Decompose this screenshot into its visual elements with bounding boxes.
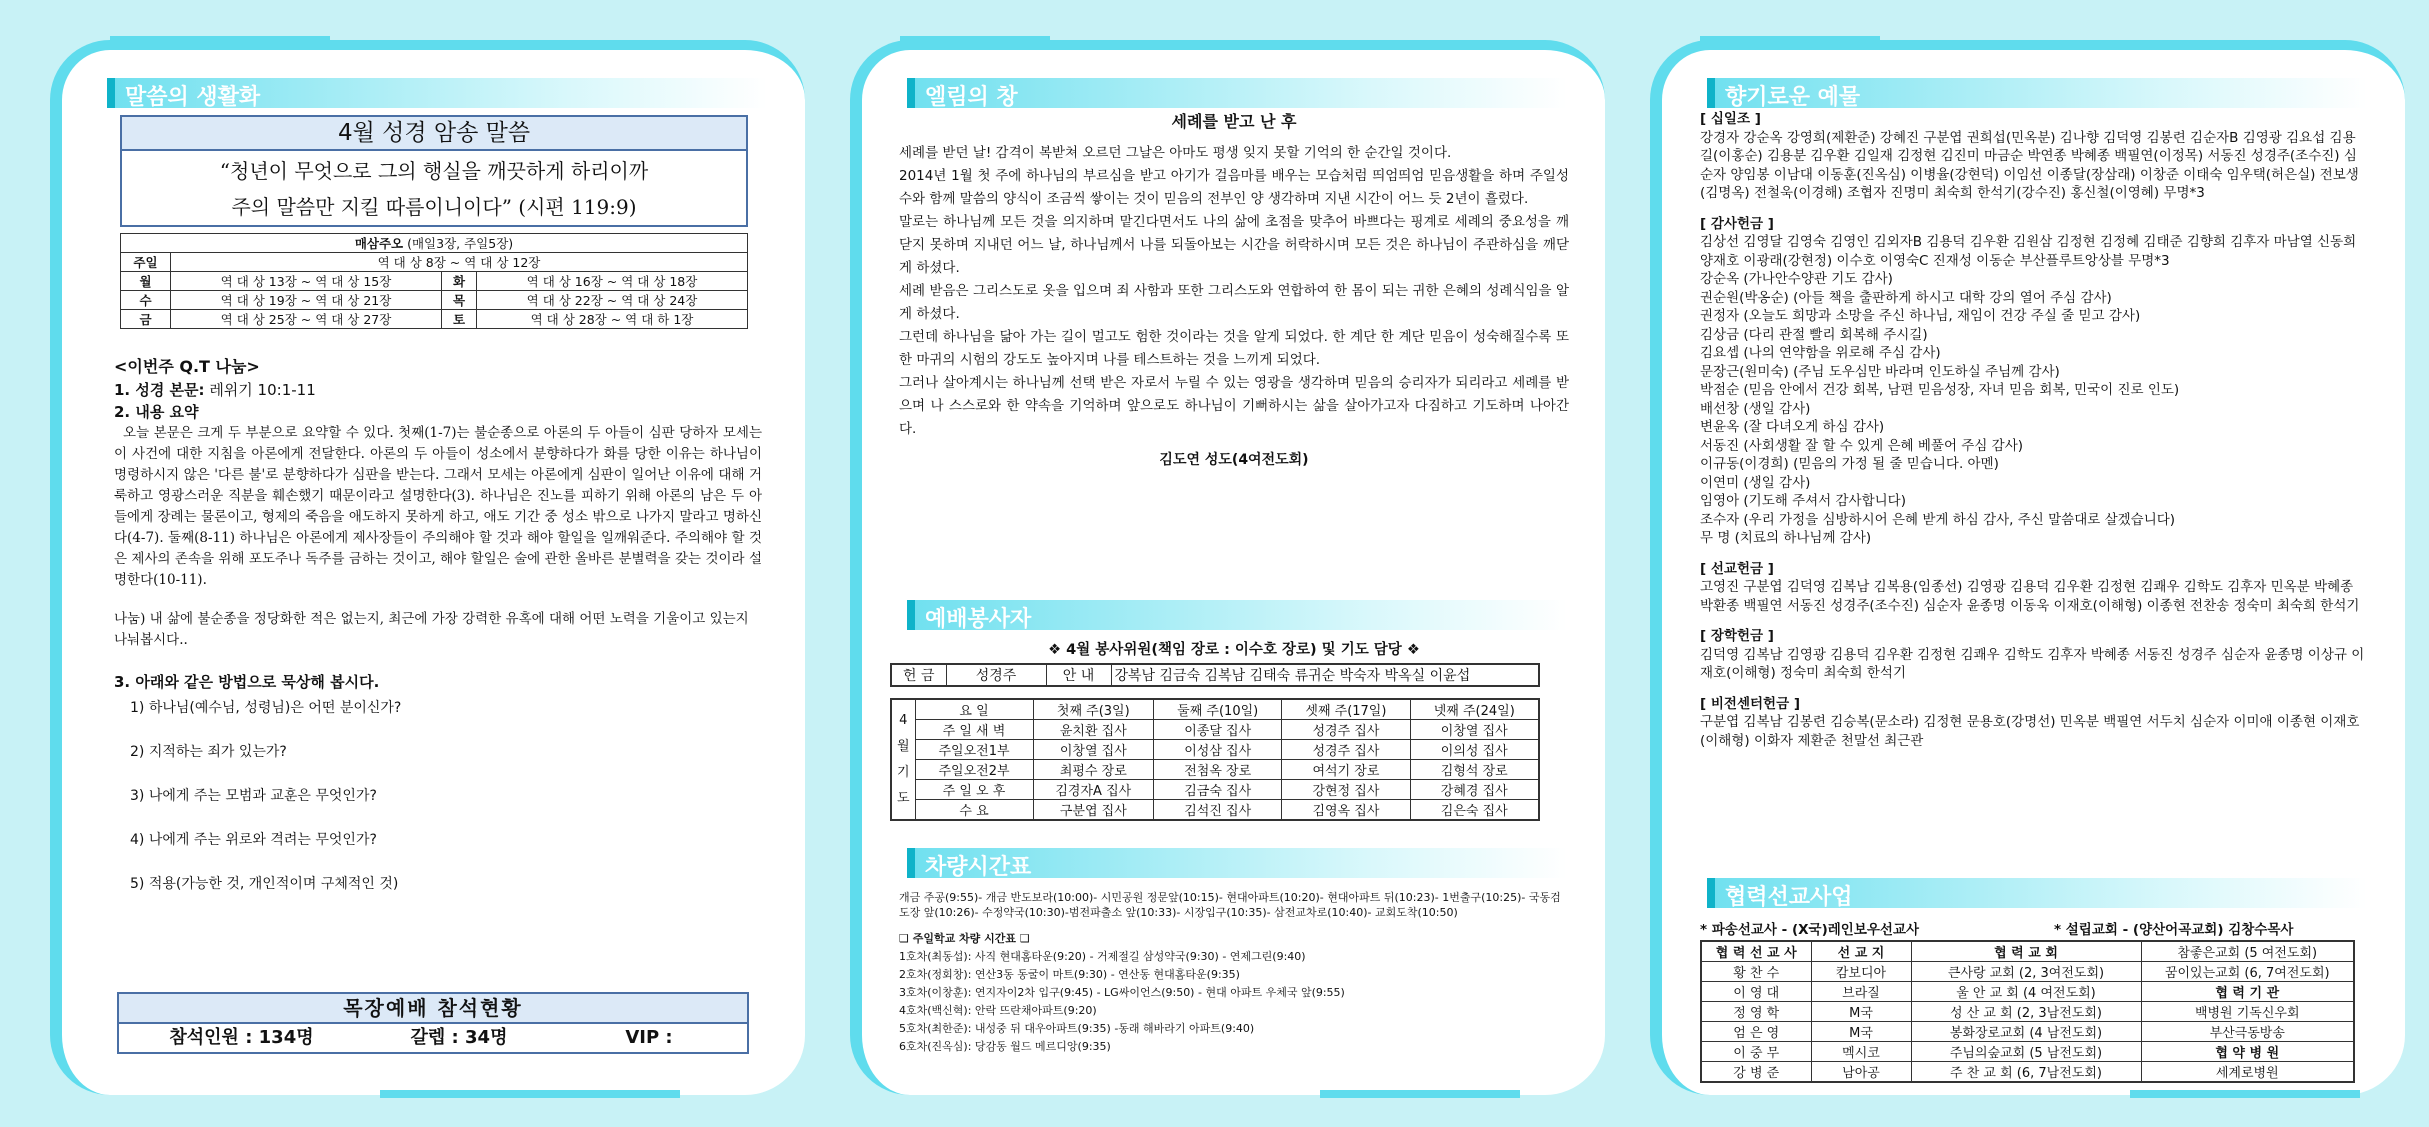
thanks-item: 배선창 (생일 감사) (1700, 400, 1811, 417)
mission-header: 협 력 교 회 (1911, 941, 2141, 962)
table-row: 이 중 무 멕시코 주님의숲교회 (5 남전도회) 협 약 병 원 (1701, 1042, 2354, 1062)
qt-summary: 오늘 본문은 크게 두 부분으로 요약할 수 있다. 첫째(1-7)는 불순종으로 아론의 두 아들이 심판 당하자 모세는 이 사건에 대한 지침을 아론에게 전달한다. 아론의 두 아들이 성소에서 분향하다가 화를 당한 이유는 하나님이 명령하시지 않은 '다른 불'로 분향하다가 심판을 받는다. 그래서 모세는 아론에게 심판이 일어난 이유에 대해 거룩하고 영광스러운 직분을 훼손했기 때문이라고 설명한다(3). 하나님은 진노를 피하기 위해 아론의 남은 두 아들에게 장례는 물론이고, 형제의 죽음을 애도하지 못하게 하고, 애도 기간 중 성소 밖으로 나가지 말라고 명하신다(4-7). 둘째(8-11) 하나님은 아론에게 제사장들이 주의해야 할 것과 해야 할일을 일깨워준다. 주의해야 할 것은 제사의 존속을 위해 포도주나 독주를 금하는 것이고, 해야 할일은 술에 관한 올바른 분별력을 갖는 것이라 설명한다(10-11). (114, 425, 767, 588)
offering-names: 고영진 구분엽 김덕영 김복남 김복용(임종선) 김영광 김용덕 김우환 김정현 김쾌우 김학도 김후자 민옥분 박혜종 박환종 백필연 서동진 성경주(조수진) 심순자 윤종명 이동욱 이재호(이해형) 이종현 전찬송 정숙미 최숙희 한석기 (1700, 579, 2360, 614)
reading-range: 역 대 상 25장 ~ 역 대 상 27장 (171, 310, 442, 329)
essay-paragraph: 세례 받음은 그리스도로 옷을 입으며 죄 사함과 또한 그리스도와 연합하여 한 몸이 되는 귀한 은혜의 성례식임을 알게 하셨다. (899, 283, 1569, 322)
bus-schedule (899, 890, 1564, 1056)
table-row: 수 요 구분엽 집사 김석진 집사 김영옥 집사 김은숙 집사 (891, 800, 1539, 821)
memory-verse-line1: “청년이 무엇으로 그의 행실을 깨끗하게 하리이까 (219, 159, 649, 183)
table-row: 주일오전1부 이창열 집사 이성삼 집사 성경주 집사 이의성 집사 (891, 740, 1539, 760)
thanks-item: 박점순 (믿음 안에서 건강 회복, 남편 믿음성장, 자녀 믿음 회복, 민국이 진로 인도) (1700, 382, 2180, 398)
offerings-list (1700, 110, 2368, 750)
offering-names: 강경자 강순옥 강영희(제환준) 강혜진 구분엽 권희섭(민옥분) 김나향 김덕영 김봉련 김순자B 김영광 김요섭 김용길(이홍순) 김용분 김우환 김일재 김정현 김진미 마금순 박연종 박혜종 백필연(이정목) 서동진 성경주(조수진) 심순자 양임봉 이남대 이동훈(진옥심) 이병율(강현덕) 이임선 이종달(장삼래) 이창준 이태숙 임우택(허은실) 전보생(김명옥) 전철욱(이경해) 조협자 진명미 최숙희 한석기(강수진) 홍신철(이영혜) 무명*3 (1700, 129, 2359, 201)
thanks-item: 김상금 (다리 관절 빨리 회복해 주시길) (1700, 326, 1928, 343)
day-label: 금 (121, 310, 171, 329)
qt-section (114, 355, 767, 895)
partner-item: 세계로병원 (2141, 1062, 2354, 1083)
essay-title: 세례를 받고 난 후 (1171, 112, 1297, 131)
day-label: 화 (442, 272, 477, 291)
month-label: 4 (899, 712, 908, 728)
table-row: 엄 은 영 M국 봉화장로교회 (4 남전도회) 부산극동방송 (1701, 1022, 2354, 1042)
table-row: 황 찬 수 캄보디아 큰사랑 교회 (2, 3여전도회) 꿈이있는교회 (6, 7여전도회) (1701, 962, 2354, 982)
offering-name: 성경주 (946, 664, 1046, 686)
day-label: 월 (121, 272, 171, 291)
attendance-title: 목장예배 참석현황 (119, 994, 747, 1024)
thanks-item: 변윤옥 (잘 다녀오게 하심 감사) (1700, 419, 1885, 435)
reading-range: 역 대 상 16장 ~ 역 대 상 18장 (477, 272, 748, 291)
offering-category: [ 감사헌금 ] (1700, 215, 1774, 232)
bus-route: 3호차(이창훈): 연지자이2차 입구(9:45) - LG싸이언스(9:50) - 현대 아파트 우체국 앞(9:55) (899, 986, 1345, 999)
offering-label: 헌 금 (891, 664, 946, 686)
vip-count: VIP : (625, 1027, 673, 1048)
accent-bar (110, 36, 330, 44)
month-label: 도 (896, 790, 910, 806)
bus-general-route: 개금 주공(9:55)- 개금 반도보라(10:00)- 시민공원 정문앞(10:15)- 현대아파트(10:20)- 현대아파트 뒤(10:23)- 1번출구(10:25)- 국동검도장 앞(10:26)- 수정약국(10:30)-범전파출소 앞(10:33)- 시장입구(10:35)- 삼전교차로(10:40)- 교회도착(10:50) (899, 891, 1561, 919)
bible-reading-table (120, 233, 748, 329)
day-label: 토 (442, 310, 477, 329)
reading-range: 역 대 상 8장 ~ 역 대 상 12장 (171, 253, 748, 272)
thanks-item: 이규동(이경희) (믿음의 가정 될 줄 믿습니다. 아멘) (1700, 456, 1999, 472)
essay-paragraph: 그러나 살아계시는 하나님께 선택 받은 자로서 누릴 수 있는 영광을 생각하며 믿음의 승리자가 되리라고 세례를 받으며 나 스스로와 한 약속을 기억하며 앞으로도 하나님이 기뻐하시는 삶을 살아가고자 다짐하고 기도하며 나아간다. (899, 375, 1569, 437)
school-bus-title: ❑ 주일학교 차량 시간표 ❑ (899, 932, 1030, 945)
qt-item2-label: 2. 내용 요약 (114, 403, 199, 421)
qt-reflection: 나눔) 내 삶에 불순종을 정당화한 적은 없는지, 최근에 가장 강력한 유혹에 대해 어떤 노력을 기울이고 있는지 나눠봅시다.. (114, 611, 749, 648)
table-row: 강 병 준 남아공 주 찬 교 회 (6, 7남전도회) 세계로병원 (1701, 1062, 2354, 1083)
day-label: 수 (121, 291, 171, 310)
thanks-item: 조수자 (우리 가정을 심방하시어 은혜 받게 하심 감사, 주신 말씀대로 살겠습니다) (1700, 511, 2176, 528)
bus-route: 6호차(진옥심): 당감동 월드 메르디앙(9:35) (899, 1040, 1111, 1053)
mission-header: 선 교 지 (1811, 941, 1911, 962)
qt-question: 2) 지적하는 죄가 있는가? (130, 744, 287, 760)
panel-offerings (1650, 40, 2405, 1095)
duty-header: 넷째 주(24일) (1410, 699, 1539, 720)
day-label: 주일 (121, 253, 171, 272)
reading-range: 역 대 상 22장 ~ 역 대 상 24장 (477, 291, 748, 310)
thanks-item: 강순옥 (가나안수양관 기도 감사) (1700, 271, 1893, 287)
section-header: 말씀의 생활화 (107, 78, 767, 108)
essay-paragraph: 그런데 하나님을 닮아 가는 길이 멀고도 험한 것이라는 것을 알게 되었다. 한 계단 한 계단 믿음이 성숙해질수록 또한 마귀의 시험의 강도도 높아지며 나를 테스트하는 것을 느끼게 되었다. (899, 329, 1569, 368)
bus-route: 1호차(최동섭): 사직 현대홈타운(9:20) - 거제절길 삼성약국(9:30) - 연제그린(9:40) (899, 950, 1306, 963)
reading-range: 역 대 상 19장 ~ 역 대 상 21장 (171, 291, 442, 310)
qt-item1-label: 1. 성경 본문: (114, 381, 205, 399)
section-header: 향기로운 예물 (1707, 78, 2367, 108)
reading-header-bold: 매삼주오 (354, 236, 404, 251)
partner-heading: 협 약 병 원 (2141, 1042, 2354, 1062)
section-header: 예배봉사자 (907, 600, 1567, 630)
bus-route: 5호차(최한준): 내성중 뒤 대우아파트(9:35) -동래 해바라기 아파트(9:40) (899, 1022, 1255, 1035)
offering-category: [ 비전센터헌금 ] (1700, 695, 1800, 712)
partner-item: 참좋은교회 (5 여전도회) (2141, 941, 2354, 962)
usher-names: 강복남 김금숙 김복남 김태숙 류귀순 박숙자 박옥실 이윤섭 (1111, 664, 1539, 686)
prayer-duty-table (890, 698, 1540, 821)
month-label: 월 (896, 738, 910, 754)
offering-names: 김상선 김영달 김영숙 김영인 김외자B 김용덕 김우환 김원삼 김정현 김정혜 김태준 김향희 김후자 마남열 신동희 양재호 이광래(강현정) 이수호 이영숙C 진재성 이동순 부산플루트앙상블 무명*3 (1700, 234, 2357, 269)
usher-label: 안 내 (1046, 664, 1111, 686)
table-row: 주 일 새 벽 윤치환 집사 이종달 집사 성경주 집사 이창열 집사 (891, 720, 1539, 740)
qt-item3-label: 3. 아래와 같은 방법으로 묵상해 봅시다. (114, 673, 380, 691)
reading-header-rest: (매일3장, 주일5장) (407, 236, 514, 251)
thanks-item: 문장근(원미숙) (주님 도우심만 바라며 인도하실 주님께 감사) (1700, 363, 2060, 380)
panel-word-life (50, 40, 805, 1095)
memory-verse-title: 4월 성경 암송 말씀 (122, 117, 746, 151)
attendance-count: 참석인원 : 134명 (169, 1027, 314, 1048)
offering-names: 구분엽 김복남 김봉련 김승복(문소라) 김정현 문용호(강명선) 민옥분 백필연 서두치 심순자 이미애 이종현 이재호(이해형) 이화자 제환준 천말선 최근관 (1700, 714, 2360, 749)
section-header: 엘림의 창 (907, 78, 1567, 108)
table-row: 주일오전2부 최평수 장로 전첨옥 장로 여석기 장로 김형석 장로 (891, 760, 1539, 780)
qt-question: 3) 나에게 주는 모범과 교훈은 무엇인가? (130, 788, 377, 804)
accent-bar (1320, 1090, 1520, 1098)
duty-header: 요 일 (915, 699, 1033, 720)
duty-header: 셋째 주(17일) (1282, 699, 1410, 720)
bus-route: 2호차(정회창): 연산3동 동굴이 마트(9:30) - 연산동 현대홈타운(9:35) (899, 968, 1240, 981)
memory-verse-line2: 주의 말씀만 지킬 따름이니이다” (시편 119:9) (231, 195, 637, 219)
essay (899, 110, 1569, 473)
offering-category: [ 장학헌금 ] (1700, 628, 1774, 644)
duty-header: 둘째 주(10일) (1154, 699, 1282, 720)
section-header: 협력선교사업 (1707, 878, 2367, 908)
bus-route: 4호차(백신혁): 안락 뜨란채아파트(9:20) (899, 1004, 1097, 1017)
essay-paragraph: 2014년 1월 첫 주에 하나님의 부르심을 받고 아기가 걸음마를 배우는 모습처럼 띄엄띄엄 믿음생활을 하며 주일성수와 함께 말씀의 양식이 조금씩 쌓이는 것이 믿음의 전부인 양 생각하며 지낸 시간이 어느 듯 2년이 흘렀다. (899, 168, 1569, 207)
qt-question: 1) 하나님(예수님, 성령님)은 어떤 분이신가? (130, 700, 402, 716)
church-plant-title: * 설립교회 - (양산어곡교회) 김창수목사 (2054, 922, 2294, 938)
partner-heading: 협 력 기 관 (2141, 982, 2354, 1002)
thanks-item: 임영아 (기도해 주셔서 감사합니다) (1700, 493, 1906, 509)
essay-author: 김도연 성도(4여전도회) (1159, 452, 1309, 468)
worship-subtitle: ❖ 4월 봉사위원(책임 장로 : 이수호 장로) 및 기도 담당 ❖ (1048, 642, 1420, 658)
qt-item1-value: 레위기 10:1-11 (204, 381, 316, 399)
offering-category: [ 선교헌금 ] (1700, 560, 1774, 577)
missionary-title: * 파송선교사 - (X국)레인보우선교사 (1700, 922, 1920, 938)
reading-range: 역 대 상 28장 ~ 역 대 하 1장 (477, 310, 748, 329)
attendance-box (117, 992, 749, 1054)
offering-usher-table (890, 663, 1540, 687)
qt-heading: <이번주 Q.T 나눔> (114, 357, 260, 376)
table-row: 주 일 오 후 김경자A 집사 김금숙 집사 강현정 집사 강혜경 집사 (891, 780, 1539, 800)
thanks-item: 김요셉 (나의 연약함을 위로해 주심 감사) (1700, 345, 1941, 361)
thanks-item: 권정자 (오늘도 희망과 소망을 주신 하나님, 재임이 건강 주실 줄 믿고 감사) (1700, 308, 2141, 324)
reading-range: 역 대 상 13장 ~ 역 대 상 15장 (171, 272, 442, 291)
memory-verse-box (120, 115, 748, 227)
panel-elim-window (850, 40, 1605, 1095)
thanks-item: 무 명 (치료의 하나님께 감사) (1700, 530, 1872, 546)
partner-item: 꿈이있는교회 (6, 7여전도회) (2141, 962, 2354, 982)
table-row: 이 영 대 브라질 울 안 교 회 (4 여전도회) 협 력 기 관 (1701, 982, 2354, 1002)
month-label: 기 (896, 764, 910, 780)
qt-questions (130, 697, 762, 895)
day-label: 목 (442, 291, 477, 310)
essay-paragraph: 세례를 받던 날! 감격이 복받쳐 오르던 그날은 아마도 평생 잊지 못할 기억의 한 순간일 것이다. (899, 145, 1452, 161)
essay-paragraph: 말로는 하나님께 모든 것을 의지하며 맡긴다면서도 나의 삶에 초점을 맞추어 바쁘다는 핑계로 세례의 중요성을 깨닫지 못하며 지내던 어느 날, 하나님께서 나를 되돌아보는 시간을 허락하시며 모든 것은 하나님이 주관하심을 깨닫게 하셨다. (899, 214, 1569, 276)
mission-header: 협 력 선 교 사 (1701, 941, 1811, 962)
accent-bar (380, 1090, 680, 1098)
accent-bar (1700, 36, 1880, 44)
qt-question: 4) 나에게 주는 위로와 격려는 무엇인가? (130, 832, 377, 848)
partner-item: 부산극동방송 (2141, 1022, 2354, 1042)
galilee-count: 갈렙 : 34명 (410, 1027, 508, 1048)
offering-names: 김덕영 김복남 김영광 김용덕 김우환 김정현 김쾌우 김학도 김후자 박혜종 서동진 성경주 심순자 윤종명 이상규 이재호(이해형) 정숙미 최숙희 한석기 (1700, 646, 2365, 681)
thanks-item: 이연미 (생일 감사) (1700, 474, 1811, 491)
qt-question: 5) 적용(가능한 것, 개인적이며 구체적인 것) (130, 876, 399, 892)
thanks-item: 권순원(박옹순) (아들 책을 출판하게 하시고 대학 강의 열어 주심 감사) (1700, 289, 2112, 306)
duty-header: 첫째 주(3일) (1033, 699, 1154, 720)
accent-bar (900, 36, 1050, 44)
section-header: 차량시간표 (907, 848, 1567, 878)
mission-table (1700, 940, 2355, 1083)
accent-bar (2130, 1090, 2360, 1098)
partner-item: 백병원 기독신우회 (2141, 1002, 2354, 1022)
offering-category: [ 십일조 ] (1700, 111, 1761, 127)
table-row: 정 영 학 M국 성 산 교 회 (2, 3남전도회) 백병원 기독신우회 (1701, 1002, 2354, 1022)
thanks-item: 서동진 (사회생활 잘 할 수 있게 은혜 베풀어 주심 감사) (1700, 437, 2024, 454)
